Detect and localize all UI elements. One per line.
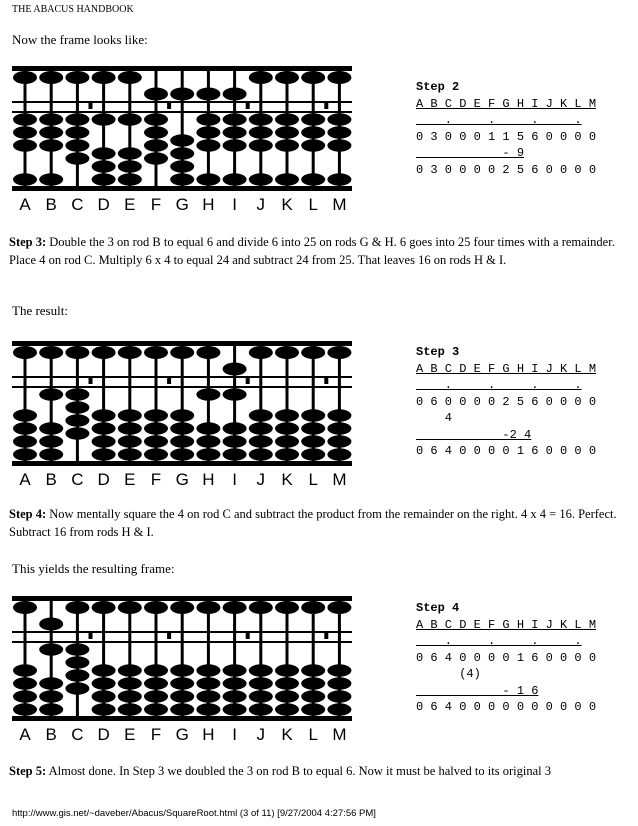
heaven-bead [327, 71, 351, 84]
heaven-bead [13, 601, 37, 614]
earth-bead [92, 690, 116, 702]
earth-bead [92, 173, 116, 185]
earth-bead [223, 422, 247, 434]
earth-bead [144, 677, 168, 689]
heaven-bead [144, 346, 168, 359]
heaven-bead [39, 71, 63, 84]
rod-label: K [281, 725, 293, 744]
earth-bead [196, 664, 220, 676]
heaven-bead [275, 346, 299, 359]
earth-bead [301, 677, 325, 689]
heaven-bead [223, 88, 247, 101]
earth-bead [39, 703, 63, 715]
earth-bead [65, 113, 89, 125]
earth-bead [170, 690, 194, 702]
rod-label: B [45, 195, 57, 214]
earth-bead [223, 664, 247, 676]
heaven-bead [65, 346, 89, 359]
earth-bead [13, 409, 37, 421]
earth-bead [65, 126, 89, 138]
rod-label: A [19, 195, 31, 214]
earth-bead [65, 669, 89, 681]
rod-label: C [71, 195, 84, 214]
earth-bead [13, 690, 37, 702]
rod-label: H [202, 470, 215, 489]
earth-bead [275, 703, 299, 715]
earth-bead [249, 435, 273, 447]
earth-bead [92, 435, 116, 447]
abacus-frame-2 [0, 337, 360, 489]
earth-bead [249, 690, 273, 702]
earth-bead [92, 703, 116, 715]
earth-bead [39, 435, 63, 447]
earth-bead [301, 173, 325, 185]
page-footer-url: http://www.gis.net/~daveber/Abacus/SquareRoot.html (3 of 11) [9/27/2004 4:27:56 PM] [12, 808, 376, 819]
earth-bead [275, 422, 299, 434]
rod-letters-row: A B C D E F G H I J K L M [416, 96, 597, 111]
step-4-line-4: 0 6 4 0 0 0 0 0 0 0 0 0 0 [416, 700, 597, 714]
rod-label: E [124, 725, 136, 744]
step-4-table [416, 600, 596, 716]
heaven-bead [39, 618, 63, 631]
earth-bead [118, 422, 142, 434]
earth-bead [65, 682, 89, 694]
rod-label: D [97, 470, 110, 489]
heaven-bead [144, 88, 168, 101]
caption-frame-3: This yields the resulting frame: [12, 561, 175, 576]
earth-bead [39, 173, 63, 185]
unit-mark [324, 103, 328, 109]
earth-bead [65, 388, 89, 400]
rod-label: I [232, 470, 237, 489]
earth-bead [170, 422, 194, 434]
earth-bead [170, 435, 194, 447]
earth-bead [327, 422, 351, 434]
earth-bead [327, 409, 351, 421]
earth-bead [327, 173, 351, 185]
earth-bead [223, 677, 247, 689]
earth-bead [275, 126, 299, 138]
rod-label: M [332, 470, 347, 489]
earth-bead [13, 448, 37, 460]
rod-label: K [281, 470, 293, 489]
rod-label: E [124, 195, 136, 214]
earth-bead [275, 677, 299, 689]
earth-bead [249, 422, 273, 434]
earth-bead [249, 448, 273, 460]
caption-frame-1: Now the frame looks like: [12, 32, 148, 47]
earth-bead [196, 677, 220, 689]
earth-bead [92, 677, 116, 689]
earth-bead [170, 409, 194, 421]
rod-label: L [308, 725, 318, 744]
unit-dots-row: . . . . [416, 113, 582, 127]
rod-label: M [332, 195, 347, 214]
step-4-label: Step 4: [9, 507, 47, 521]
earth-bead [223, 139, 247, 151]
heaven-bead [223, 601, 247, 614]
earth-bead [13, 113, 37, 125]
earth-bead [13, 126, 37, 138]
earth-bead [249, 173, 273, 185]
earth-bead [92, 448, 116, 460]
step-2-table [416, 79, 596, 178]
earth-bead [249, 113, 273, 125]
earth-bead [327, 690, 351, 702]
rod-label: G [175, 470, 189, 489]
earth-bead [144, 664, 168, 676]
earth-bead [13, 422, 37, 434]
heaven-bead [301, 601, 325, 614]
earth-bead [92, 160, 116, 172]
earth-bead [170, 160, 194, 172]
earth-bead [13, 173, 37, 185]
rod-letters-row: A B C D E F G H I J K L M [416, 617, 597, 632]
earth-bead [144, 690, 168, 702]
earth-bead [39, 126, 63, 138]
earth-bead [118, 435, 142, 447]
rod-label: B [45, 470, 57, 489]
earth-bead [39, 388, 63, 400]
heaven-bead [170, 601, 194, 614]
frame-bottom-bar [12, 461, 352, 466]
earth-bead [65, 656, 89, 668]
rod-label: K [281, 195, 293, 214]
unit-mark [246, 633, 250, 639]
step-2-line-1: 0 3 0 0 0 1 1 5 6 0 0 0 0 [416, 129, 597, 144]
earth-bead [13, 435, 37, 447]
unit-mark [246, 378, 250, 384]
earth-bead [301, 139, 325, 151]
earth-bead [118, 147, 142, 159]
earth-bead [170, 664, 194, 676]
earth-bead [144, 126, 168, 138]
unit-mark [89, 103, 93, 109]
earth-bead [118, 160, 142, 172]
earth-bead [170, 703, 194, 715]
earth-bead [92, 147, 116, 159]
earth-bead [275, 448, 299, 460]
earth-bead [65, 427, 89, 439]
earth-bead [301, 448, 325, 460]
page-header: THE ABACUS HANDBOOK [12, 4, 134, 15]
step-4-line-3: - 1 6 [416, 683, 539, 698]
earth-bead [170, 173, 194, 185]
unit-dots-row: . . . . [416, 378, 582, 392]
earth-bead [223, 113, 247, 125]
rod-label: H [202, 195, 215, 214]
earth-bead [223, 703, 247, 715]
rod-label: D [97, 195, 110, 214]
earth-bead [301, 422, 325, 434]
earth-bead [118, 690, 142, 702]
earth-bead [196, 448, 220, 460]
earth-bead [144, 139, 168, 151]
unit-mark [324, 633, 328, 639]
step-3-line-1: 0 6 0 0 0 0 2 5 6 0 0 0 0 [416, 394, 597, 409]
earth-bead [196, 388, 220, 400]
rod-label: C [71, 725, 84, 744]
rod-label: J [256, 470, 266, 489]
earth-bead [39, 422, 63, 434]
heaven-bead [249, 346, 273, 359]
earth-bead [223, 173, 247, 185]
rod-label: H [202, 725, 215, 744]
earth-bead [170, 448, 194, 460]
frame-bottom-bar [12, 716, 352, 721]
earth-bead [13, 677, 37, 689]
rod-label: E [124, 470, 136, 489]
heaven-bead [249, 601, 273, 614]
heaven-bead [65, 601, 89, 614]
rod [155, 66, 158, 186]
unit-mark [167, 103, 171, 109]
earth-bead [249, 139, 273, 151]
rod-label: L [308, 195, 318, 214]
rod [233, 66, 236, 186]
step-4-line-1: 0 6 4 0 0 0 0 1 6 0 0 0 0 [416, 650, 597, 665]
earth-bead [65, 643, 89, 655]
earth-bead [144, 152, 168, 164]
earth-bead [92, 422, 116, 434]
rod-label: B [45, 725, 57, 744]
step-3-line-4: 0 6 4 0 0 0 0 1 6 0 0 0 0 [416, 444, 597, 458]
earth-bead [144, 113, 168, 125]
earth-bead [327, 664, 351, 676]
earth-bead [144, 435, 168, 447]
earth-bead [275, 113, 299, 125]
earth-bead [196, 113, 220, 125]
earth-bead [39, 448, 63, 460]
heaven-bead [118, 71, 142, 84]
earth-bead [327, 113, 351, 125]
heaven-bead [327, 601, 351, 614]
earth-bead [249, 409, 273, 421]
rod-label: J [256, 725, 266, 744]
earth-bead [118, 173, 142, 185]
earth-bead [118, 448, 142, 460]
earth-bead [65, 401, 89, 413]
step-3-line-2: 4 [416, 411, 453, 425]
heaven-bead [92, 346, 116, 359]
earth-bead [249, 664, 273, 676]
earth-bead [144, 422, 168, 434]
earth-bead [118, 664, 142, 676]
rod-letters-row: A B C D E F G H I J K L M [416, 361, 597, 376]
step-2-title: Step 2 [416, 80, 460, 94]
step-4-line-2: (4) [416, 667, 481, 681]
rod-label: G [175, 195, 189, 214]
earth-bead [301, 126, 325, 138]
heaven-bead [118, 346, 142, 359]
earth-bead [223, 448, 247, 460]
earth-bead [327, 703, 351, 715]
earth-bead [170, 134, 194, 146]
heaven-bead [39, 346, 63, 359]
step-3-table [416, 344, 596, 460]
earth-bead [275, 139, 299, 151]
earth-bead [249, 126, 273, 138]
earth-bead [13, 664, 37, 676]
heaven-bead [144, 601, 168, 614]
earth-bead [275, 409, 299, 421]
rod [207, 66, 210, 186]
earth-bead [327, 448, 351, 460]
earth-bead [92, 664, 116, 676]
rod-label: I [232, 195, 237, 214]
rod-label: F [150, 195, 162, 214]
earth-bead [196, 422, 220, 434]
abacus-frame-1 [0, 62, 360, 214]
step-4-text: Now mentally square the 4 on rod C and subtract the product from the remainder on the right. 4 x 4 = 16. Perfect. Subtract 16 from rods H & I. [9, 507, 617, 539]
earth-bead [223, 690, 247, 702]
unit-mark [89, 378, 93, 384]
earth-bead [65, 139, 89, 151]
earth-bead [118, 677, 142, 689]
earth-bead [196, 126, 220, 138]
step-2-line-2: - 9 [416, 146, 525, 160]
caption-frame-2: The result: [12, 303, 68, 318]
earth-bead [223, 435, 247, 447]
earth-bead [249, 677, 273, 689]
earth-bead [39, 113, 63, 125]
unit-mark [167, 378, 171, 384]
heaven-bead [301, 346, 325, 359]
earth-bead [39, 677, 63, 689]
step-4-title: Step 4 [416, 601, 460, 615]
earth-bead [196, 173, 220, 185]
earth-bead [65, 414, 89, 426]
rod-label: F [150, 470, 162, 489]
earth-bead [301, 409, 325, 421]
heaven-bead [170, 346, 194, 359]
earth-bead [39, 690, 63, 702]
earth-bead [39, 643, 63, 655]
rod-label: A [19, 725, 31, 744]
heaven-bead [196, 601, 220, 614]
heaven-bead [65, 71, 89, 84]
heaven-bead [92, 71, 116, 84]
earth-bead [301, 435, 325, 447]
step-3-text: Double the 3 on rod B to equal 6 and divide 6 into 25 on rods G & H. 6 goes into 25 four times with a remainder. Place 4 on rod C. Multiply 6 x 4 to equal 24 and subtract 24 from 25. That leaves 16 on rods H & I. [9, 235, 615, 267]
heaven-bead [196, 346, 220, 359]
earth-bead [196, 703, 220, 715]
earth-bead [275, 690, 299, 702]
rod-label: M [332, 725, 347, 744]
step-5-text: Almost done. In Step 3 we doubled the 3 on rod B to equal 6. Now it must be halved to its original 3 [46, 764, 551, 778]
earth-bead [170, 677, 194, 689]
heaven-bead [275, 601, 299, 614]
heaven-bead [301, 71, 325, 84]
earth-bead [327, 677, 351, 689]
rod-label: G [175, 725, 189, 744]
heaven-bead [196, 88, 220, 101]
heaven-bead [223, 363, 247, 376]
earth-bead [223, 388, 247, 400]
earth-bead [170, 147, 194, 159]
abacus-frame-3 [0, 592, 360, 744]
earth-bead [144, 703, 168, 715]
earth-bead [301, 703, 325, 715]
step-3-line-3: -2 4 [416, 427, 532, 442]
rod-label: L [308, 470, 318, 489]
earth-bead [327, 126, 351, 138]
unit-mark [324, 378, 328, 384]
earth-bead [13, 139, 37, 151]
step-2-line-3: 0 3 0 0 0 0 2 5 6 0 0 0 0 [416, 162, 597, 177]
unit-dots-row: . . . . [416, 634, 582, 648]
earth-bead [65, 152, 89, 164]
earth-bead [196, 435, 220, 447]
heaven-bead [249, 71, 273, 84]
earth-bead [275, 435, 299, 447]
step-5-label: Step 5: [9, 764, 47, 778]
step-5-paragraph [9, 762, 629, 780]
step-3-label: Step 3: [9, 235, 47, 249]
step-3-title: Step 3 [416, 345, 460, 359]
heaven-bead [275, 71, 299, 84]
heaven-bead [327, 346, 351, 359]
earth-bead [301, 664, 325, 676]
earth-bead [275, 173, 299, 185]
earth-bead [144, 409, 168, 421]
heaven-bead [13, 346, 37, 359]
rod-label: I [232, 725, 237, 744]
rod-label: D [97, 725, 110, 744]
earth-bead [301, 690, 325, 702]
frame-bottom-bar [12, 186, 352, 191]
earth-bead [13, 703, 37, 715]
earth-bead [327, 435, 351, 447]
unit-mark [167, 633, 171, 639]
heaven-bead [92, 601, 116, 614]
earth-bead [196, 139, 220, 151]
earth-bead [144, 448, 168, 460]
rod-label: F [150, 725, 162, 744]
earth-bead [196, 690, 220, 702]
earth-bead [39, 139, 63, 151]
earth-bead [249, 703, 273, 715]
unit-mark [89, 633, 93, 639]
earth-bead [275, 664, 299, 676]
earth-bead [118, 703, 142, 715]
unit-mark [246, 103, 250, 109]
earth-bead [223, 126, 247, 138]
rod-label: A [19, 470, 31, 489]
step-3-paragraph [9, 233, 629, 269]
heaven-bead [170, 88, 194, 101]
earth-bead [118, 409, 142, 421]
heaven-bead [118, 601, 142, 614]
earth-bead [92, 113, 116, 125]
earth-bead [301, 113, 325, 125]
earth-bead [118, 113, 142, 125]
step-4-paragraph [9, 505, 629, 541]
heaven-bead [13, 71, 37, 84]
rod-label: C [71, 470, 84, 489]
earth-bead [327, 139, 351, 151]
earth-bead [92, 409, 116, 421]
rod-label: J [256, 195, 266, 214]
